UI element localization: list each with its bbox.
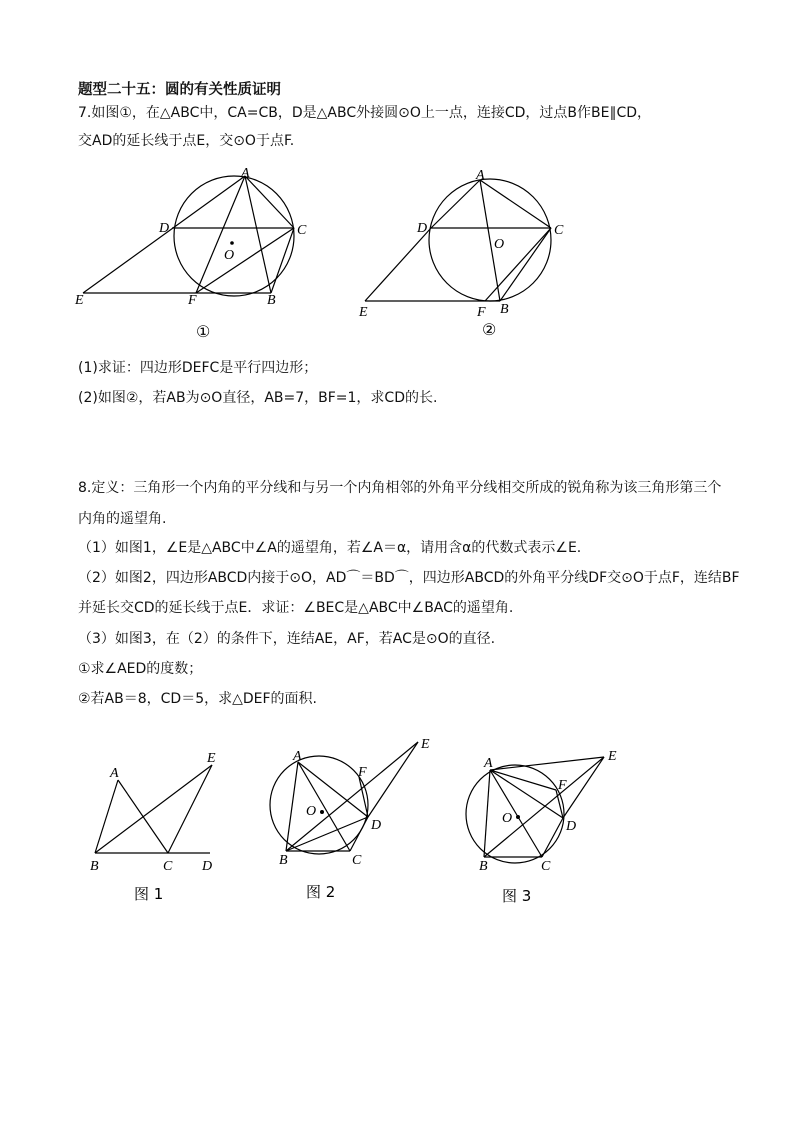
label-o: O [502, 811, 513, 826]
label-f: F [477, 305, 486, 320]
label-a: A [110, 766, 119, 781]
q8-part2a: （2）如图2，四边形ABCD内接于⊙O，AD⌒＝BD⌒，四边形ABCD的外角平分线DF交⊙O于点F，连结BF [78, 570, 740, 586]
label-e: E [608, 749, 617, 764]
label-c: C [541, 859, 551, 874]
label-d: D [371, 818, 382, 833]
label-a: A [293, 749, 302, 764]
label-c: C [163, 859, 173, 874]
q7-part1: (1)求证：四边形DEFC是平行四边形； [78, 360, 318, 376]
label-b: B [479, 859, 488, 874]
label-e: E [421, 737, 430, 752]
caption-fig2: ② [482, 322, 497, 339]
q8-part3-1: ①求∠AED的度数； [78, 661, 203, 677]
q8-line2: 内角的遥望角. [78, 511, 167, 527]
q7-line1: 7.如图①，在△ABC中，CA=CB，D是△ABC外接圆⊙O上一点，连接CD，过点B作BE∥CD， [78, 105, 652, 121]
q7-line2: 交AD的延长线于点E，交⊙O于点F. [78, 133, 295, 149]
label-o: O [224, 248, 235, 263]
q8-part1: （1）如图1，∠E是△ABC中∠A的遥望角，若∠A＝α，请用含α的代数式表示∠E. [78, 540, 582, 556]
caption-fig1: ① [196, 324, 211, 341]
label-e: E [75, 293, 84, 308]
label-d: D [566, 819, 577, 834]
q7-part2: (2)如图②，若AB为⊙O直径，AB=7，BF=1，求CD的长. [78, 390, 438, 406]
label-c: C [297, 223, 307, 238]
label-d: D [417, 221, 428, 236]
label-e: E [207, 751, 216, 766]
q8-line1: 8.定义：三角形一个内角的平分线和与另一个内角相邻的外角平分线相交所成的锐角称为该三角形第三个 [78, 480, 722, 496]
label-f: F [558, 778, 567, 793]
label-c: C [554, 223, 564, 238]
label-d: D [202, 859, 213, 874]
label-d: D [159, 221, 170, 236]
label-a: A [476, 168, 485, 183]
caption-fig2: 图 2 [306, 883, 336, 901]
label-a: A [241, 166, 250, 181]
label-c: C [352, 853, 362, 868]
section-title: 题型二十五：圆的有关性质证明 [78, 82, 281, 98]
q8-part3: （3）如图3，在（2）的条件下，连结AE，AF，若AC是⊙O的直径. [78, 631, 496, 647]
caption-fig3: 图 3 [502, 887, 532, 905]
label-b: B [90, 859, 99, 874]
label-f: F [188, 293, 197, 308]
q8-part3-2: ②若AB＝8，CD＝5，求△DEF的面积. [78, 691, 317, 707]
q8-part2b: 并延长交CD的延长线于点E．求证：∠BEC是△ABC中∠BAC的遥望角. [78, 600, 514, 616]
label-b: B [267, 293, 276, 308]
label-e: E [359, 305, 368, 320]
label-b: B [279, 853, 288, 868]
label-o: O [494, 237, 505, 252]
label-o: O [306, 804, 317, 819]
circle-o [466, 765, 564, 863]
label-b: B [500, 302, 509, 317]
label-f: F [358, 765, 367, 780]
caption-fig1: 图 1 [134, 885, 164, 903]
label-a: A [484, 756, 493, 771]
